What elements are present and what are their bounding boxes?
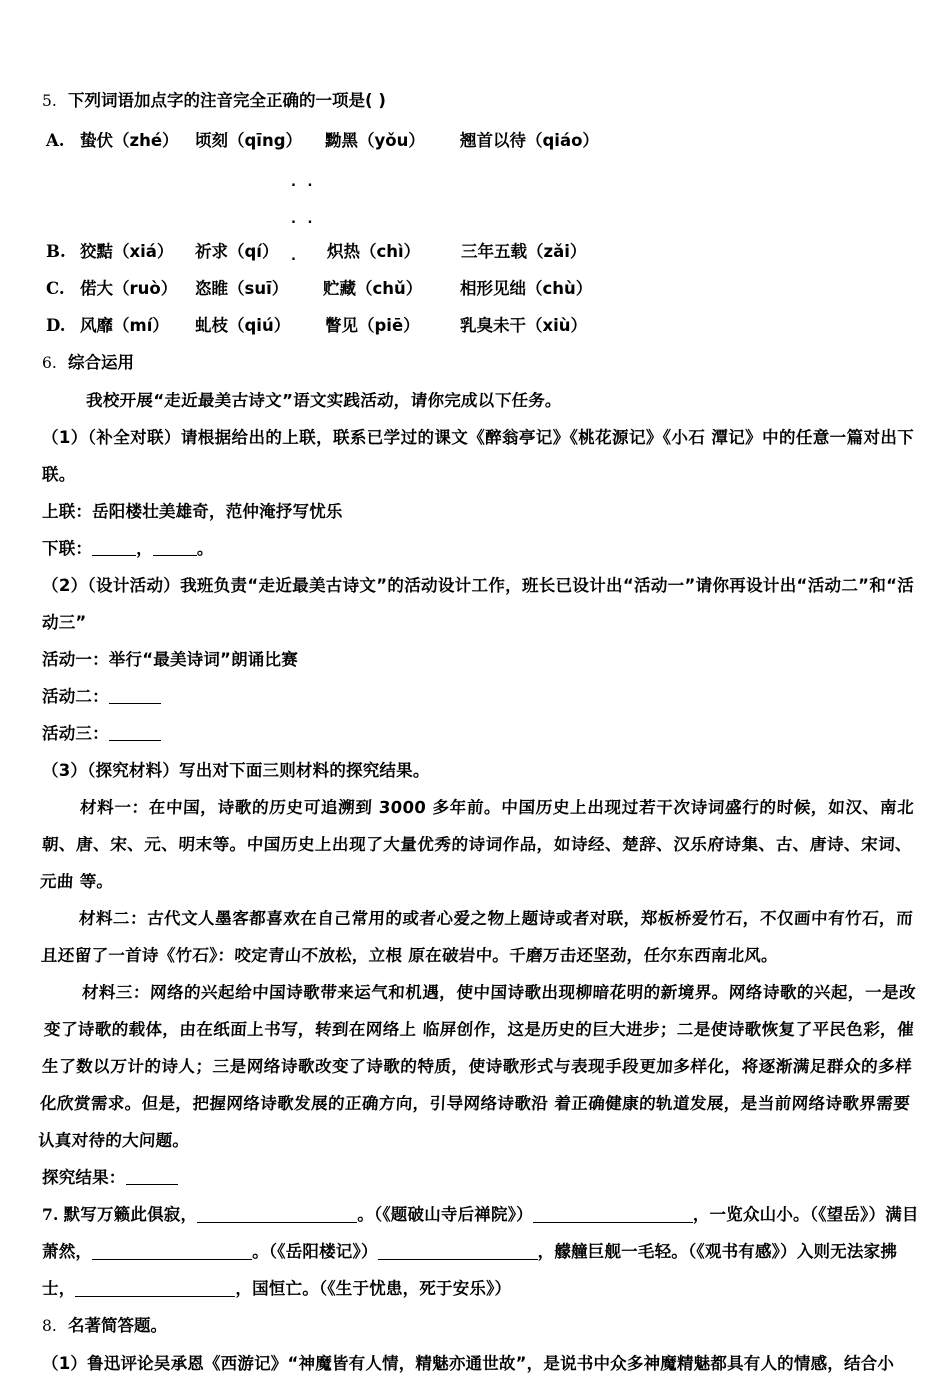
option-b-item-3: 炽热（chì） xyxy=(327,242,421,261)
xialian-terminator: 。 xyxy=(196,539,214,558)
research-result-blank[interactable] xyxy=(126,1167,178,1185)
emphasis-dots: . . . . . xyxy=(291,175,316,264)
question-5-number: 5. xyxy=(42,92,57,110)
activity-3-label: 活动三： xyxy=(42,724,109,743)
research-result-label: 探究结果： xyxy=(42,1168,126,1187)
question-6-sub1-label: （1）（补全对联）请根据给出的上联，联系已学过的课文《醉翁亭记》《桃花源记》《小石 潭记》中的任意一篇对出下联。 xyxy=(42,428,914,484)
material-1: 材料一：在中国，诗歌的历史可追溯到 3000 多年前。中国历史上出现过若干次诗词盛行的时候，如汉、南北朝、唐、宋、元、明末等。中国历史上出现了大量优秀的诗词作品，如诗经、楚辞、汉乐府诗集、古、唐诗、宋词、元曲 等。 xyxy=(39,798,915,891)
xialian-label: 下联： xyxy=(42,539,93,558)
option-c-item-3: 贮藏（chǔ） xyxy=(323,279,423,298)
q7-blank-3[interactable] xyxy=(92,1242,252,1260)
question-6-sub2-label: （2）（设计活动）我班负责“走近最美古诗文”的活动设计工作，班长已设计出“活动一”请你再设计出“活动二”和“活动三” xyxy=(42,576,914,632)
question-6-sub3-label: （3）（探究材料）写出对下面三则材料的探究结果。 xyxy=(42,761,430,780)
option-d-item-4: 乳臭未干（xiù） xyxy=(460,316,588,335)
shanglian-line xyxy=(42,493,914,530)
option-b-item-2: 祈求（qí） xyxy=(195,242,279,261)
option-row-a[interactable] xyxy=(42,122,914,159)
option-c-item-4: 相形见绌（chù） xyxy=(460,279,593,298)
activity-1-line: 活动一：举行“最美诗词”朗诵比赛 xyxy=(42,650,298,669)
option-b-item-4: 三年五载（zǎi） xyxy=(461,242,587,261)
question-7-number: 7. xyxy=(42,1205,59,1224)
question-5-stem: 下列词语加点字的注音完全正确的一项是( ) xyxy=(68,91,386,110)
xialian-blank-2[interactable] xyxy=(153,538,197,556)
q7-seg1-end: 。（《题破山寺后禅院》） xyxy=(357,1205,533,1224)
q7-seg4-end: ，艨艟巨舰一毛轻。（《观书有感》） xyxy=(537,1242,797,1261)
option-b-letter: B. xyxy=(46,242,66,261)
xialian-blank-1[interactable] xyxy=(92,538,136,556)
activity-2-label: 活动二： xyxy=(42,687,109,706)
page-content xyxy=(37,82,919,1382)
option-a-item-2: 顷刻（qīng） xyxy=(195,131,303,150)
option-d-letter: D. xyxy=(46,316,66,335)
q7-seg3-start: 满目萧然， xyxy=(42,1205,919,1261)
activity-3-line xyxy=(42,715,914,752)
option-row-c[interactable] xyxy=(42,270,914,307)
xialian-line xyxy=(42,530,914,567)
question-6-intro: 我校开展“走近最美古诗文”语文实践活动，请你完成以下任务。 xyxy=(85,391,563,410)
research-result-line xyxy=(42,1159,914,1196)
q7-blank-4[interactable] xyxy=(378,1242,538,1260)
q7-seg2-end: ，一览众山小。（《望岳》） xyxy=(692,1205,886,1224)
shanglian-text: 岳阳楼壮美雄奇，范仲淹抒写忧乐 xyxy=(92,502,343,521)
q7-blank-2[interactable] xyxy=(533,1205,693,1223)
option-a-item-3: 黝黑（yǒu） xyxy=(325,131,425,150)
question-8-number: 8. xyxy=(42,1317,57,1335)
option-row-b[interactable] xyxy=(42,159,914,270)
activity-3-blank[interactable] xyxy=(109,723,161,741)
question-7-prefix: 默写万籁此俱寂， xyxy=(63,1205,198,1224)
xialian-separator: ， xyxy=(136,539,153,558)
question-7-block xyxy=(42,1196,920,1307)
q7-seg5-end: ，国恒亡。（《生于忧患，死于安乐》） xyxy=(235,1279,512,1298)
option-b-item-1: 狡黠（xiá） xyxy=(80,242,174,261)
question-5-heading xyxy=(42,82,914,120)
shanglian-label: 上联： xyxy=(42,502,93,521)
option-a-item-1: 蛰伏（zhé） xyxy=(80,131,179,150)
option-c-letter: C. xyxy=(46,279,65,298)
question-8-title: 名著简答题。 xyxy=(68,1316,168,1335)
material-3: 材料三：网络的兴起给中国诗歌带来运气和机遇，使中国诗歌出现柳暗花明的新境界。网络诗歌的兴起，一是改变了诗歌的载体，由在纸面上书写，转到在网络上 临屏创作，这是历史的巨大进步；二是使诗歌恢复了平民色彩，催生了数以万计的诗人；三是网络诗歌改变了诗歌的特质，使诗歌形式与表现手段更加多样化，将逐渐满足群众的多样化欣赏需求。但是，把握网络诗歌发展的正确方向，引导网络诗歌沿 着正确健康的轨道发展，是当前网络诗歌界需要认真对待的大问题。 xyxy=(37,983,917,1150)
material-2: 材料二：古代文人墨客都喜欢在自己常用的或者心爱之物上题诗或者对联，郑板桥爱竹石，不仅画中有竹石，而且还留了一首诗《竹石》：咬定青山不放松，立根 原在破岩中。千磨万击还坚劲，任尔东西南北风。 xyxy=(40,909,914,965)
q7-seg3-end: 。（《岳阳楼记》） xyxy=(252,1242,378,1261)
option-d-item-2: 虬枝（qiú） xyxy=(195,316,291,335)
option-c-item-1: 偌大（ruò） xyxy=(80,279,178,298)
option-a-item-4: 翘首以待（qiáo） xyxy=(460,131,599,150)
q7-blank-5[interactable] xyxy=(75,1279,235,1297)
q7-blank-1[interactable] xyxy=(197,1205,357,1223)
question-8-heading xyxy=(42,1307,914,1345)
option-d-item-3: 瞥见（piē） xyxy=(325,316,420,335)
option-c-item-2: 恣睢（suī） xyxy=(195,279,289,298)
activity-2-line xyxy=(42,678,914,715)
question-6-number: 6. xyxy=(42,354,57,372)
question-8-sub1: （1）鲁迅评论吴承恩《西游记》“神魔皆有人情，精魅亦通世故”，是说书中众多神魔精魅都具有人的情感，结合小 xyxy=(42,1354,895,1373)
option-a-letter: A. xyxy=(46,131,65,150)
question-6-heading xyxy=(42,344,914,382)
activity-2-blank[interactable] xyxy=(109,686,161,704)
option-row-d[interactable] xyxy=(42,307,914,344)
question-6-title: 综合运用 xyxy=(68,353,135,372)
option-d-item-1: 风靡（mí） xyxy=(80,316,169,335)
q7-seg5-start: 入则无法家拂士， xyxy=(42,1242,898,1298)
